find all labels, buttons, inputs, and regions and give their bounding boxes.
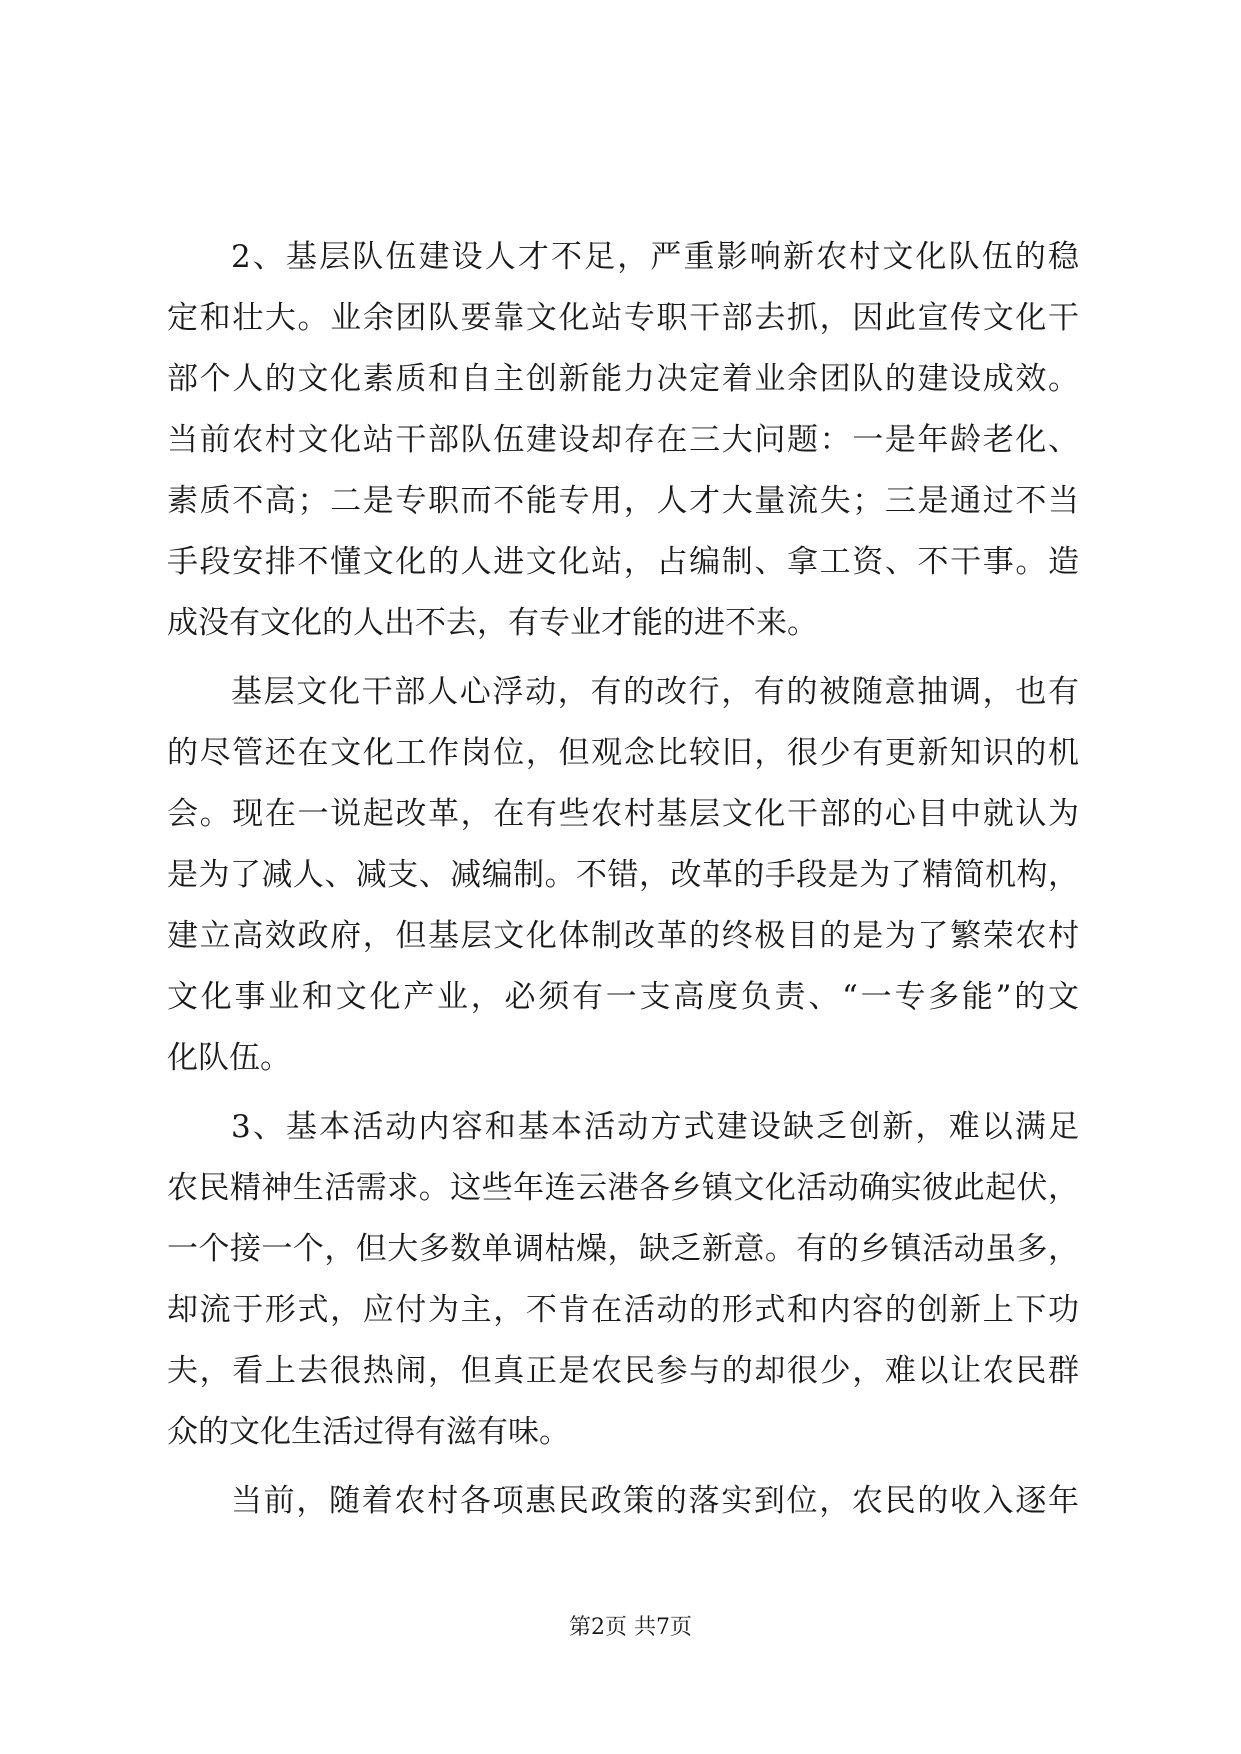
text-line: 素质不高；二是专职而不能专用，人才大量流失；三是通过不当 [167, 483, 1079, 519]
document-body [167, 227, 1079, 1540]
text-line: 文化事业和文化产业，必须有一支高度负责、“一专多能”的文 [167, 979, 1079, 1015]
text-line: 部个人的文化素质和自主创新能力决定着业余团队的建设成效。 [167, 361, 1079, 397]
text-line: 建立高效政府，但基层文化体制改革的终极目的是为了繁荣农村 [167, 918, 1079, 954]
text-line: 众的文化生活过得有滋有味。 [167, 1414, 570, 1450]
text-line: 3、基本活动内容和基本活动方式建设缺乏创新，难以满足 [231, 1109, 1079, 1145]
text-line: 化队伍。 [167, 1040, 291, 1076]
paragraph [167, 662, 1079, 1089]
text-line: 一个接一个，但大多数单调枯燥，缺乏新意。有的乡镇活动虽多， [167, 1231, 1079, 1267]
page-footer: 第2页 共7页 [569, 1615, 692, 1640]
text-line: 2、基层队伍建设人才不足，严重影响新农村文化队伍的稳 [231, 239, 1079, 275]
text-line: 夫，看上去很热闹，但真正是农民参与的却很少，难以让农民群 [167, 1353, 1079, 1389]
paragraph [167, 1097, 1079, 1463]
paragraph [167, 227, 1079, 654]
text-line: 成没有文化的人出不去，有专业才能的进不来。 [167, 605, 818, 641]
text-line: 当前农村文化站干部队伍建设却存在三大问题：一是年龄老化、 [167, 422, 1079, 458]
text-line: 的尽管还在文化工作岗位，但观念比较旧，很少有更新知识的机 [167, 735, 1079, 771]
text-line: 当前，随着农村各项惠民政策的落实到位，农民的收入逐年 [231, 1483, 1079, 1519]
text-line: 会。现在一说起改革，在有些农村基层文化干部的心目中就认为 [167, 796, 1079, 832]
text-line: 定和壮大。业余团队要靠文化站专职干部去抓，因此宣传文化干 [167, 300, 1079, 336]
text-line: 却流于形式，应付为主，不肯在活动的形式和内容的创新上下功 [167, 1292, 1079, 1328]
text-line: 基层文化干部人心浮动，有的改行，有的被随意抽调，也有 [231, 674, 1079, 710]
text-line: 是为了减人、减支、减编制。不错，改革的手段是为了精简机构， [167, 857, 1079, 893]
paragraph [167, 1471, 1079, 1532]
text-line: 手段安排不懂文化的人进文化站，占编制、拿工资、不干事。造 [167, 544, 1079, 580]
text-line: 农民精神生活需求。这些年连云港各乡镇文化活动确实彼此起伏， [167, 1170, 1079, 1206]
